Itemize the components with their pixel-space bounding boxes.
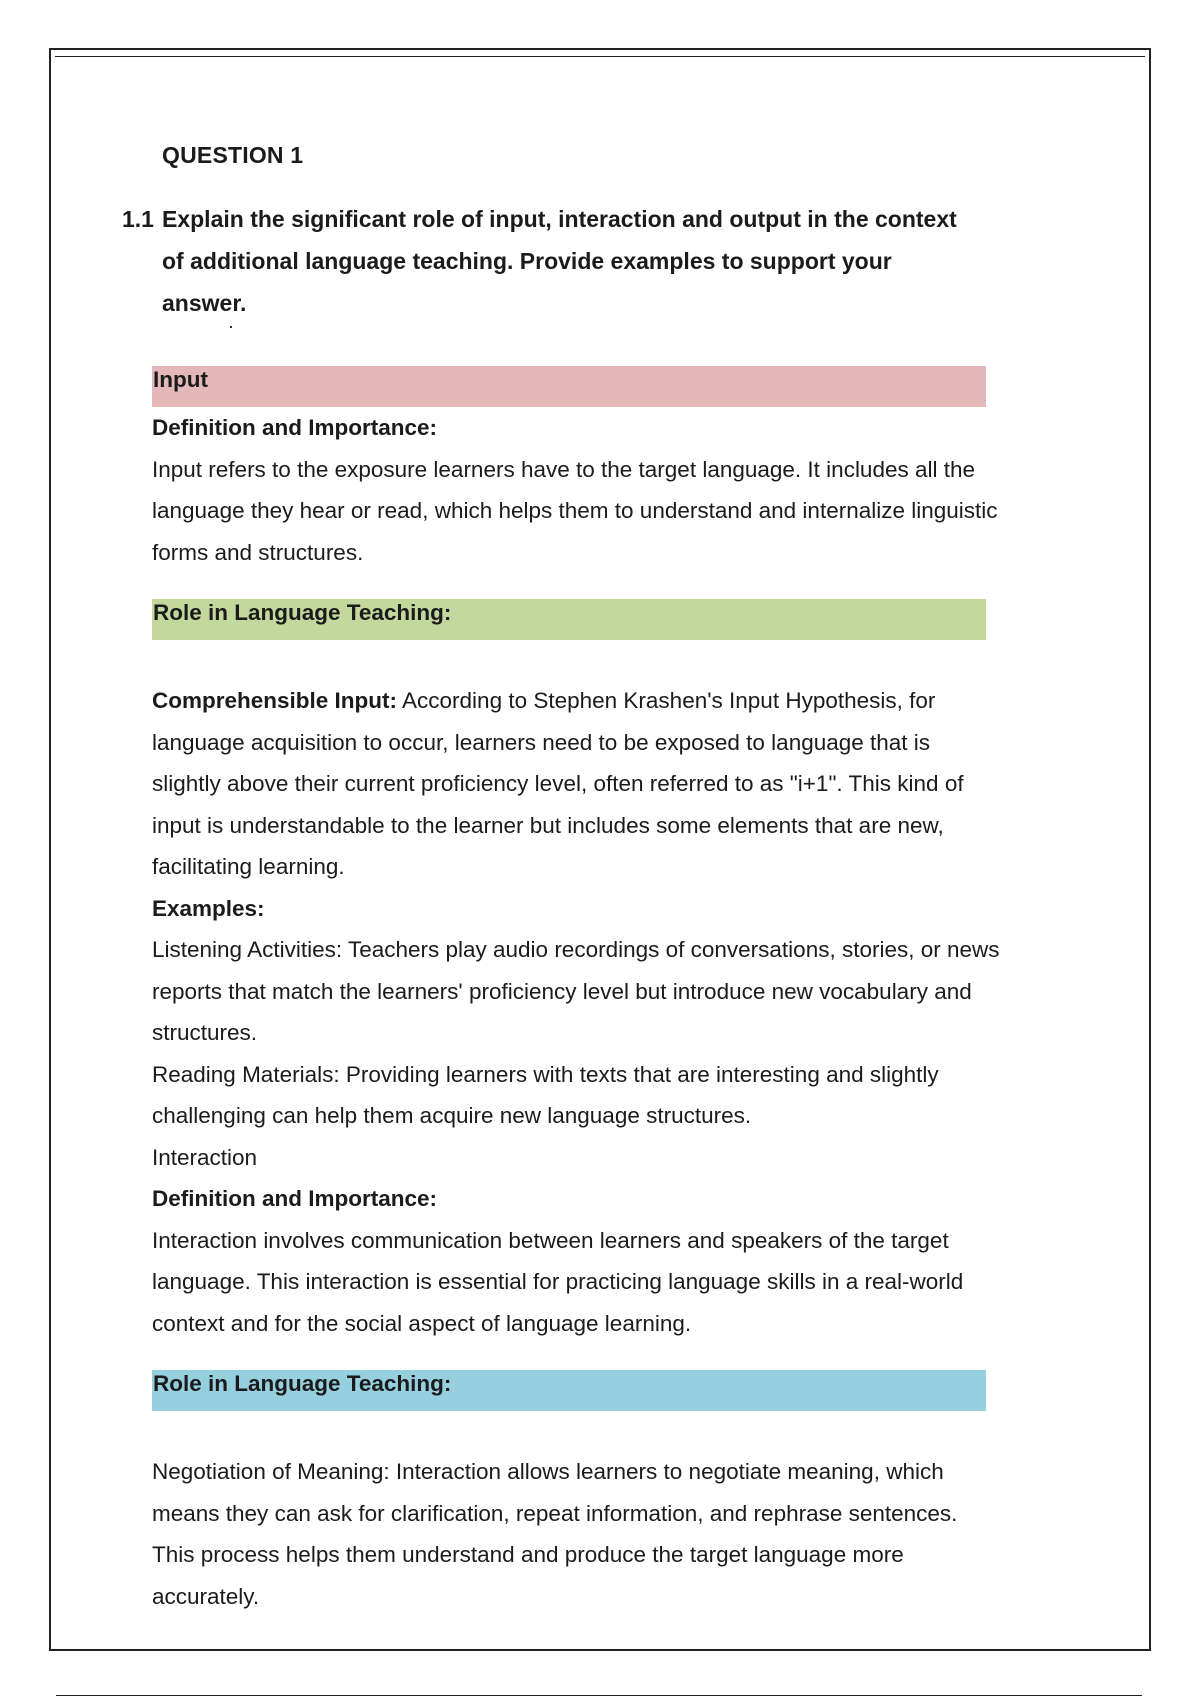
comprehensible-input-paragraph (152, 680, 1000, 888)
section-band-role-interaction: Role in Language Teaching: (152, 1370, 986, 1411)
question-number: 1.1 (122, 206, 154, 232)
definition-heading-input: Definition and Importance: (152, 415, 438, 440)
stray-mark (230, 326, 232, 328)
answer-body (152, 366, 1000, 1617)
comprehensible-input-text: According to Stephen Krashen's Input Hypothesis, for language acquisition to occur, learners need to be exposed to language that is slightly above their current proficiency level, often referred to as "i+1". This kind of input is understandable to the learner but includes some elements that are new, facilitating learning. (152, 688, 964, 879)
definition-heading-interaction: Definition and Importance: (152, 1186, 438, 1211)
interaction-label: Interaction (152, 1144, 258, 1170)
examples-heading: Examples: (152, 895, 265, 921)
interaction-definition-paragraph: Interaction involves communication between learners and speakers of the target language. This interaction is essential for practicing language skills in a real-world context and for the social aspect of language learning. (152, 1227, 964, 1336)
question-heading: QUESTION 1 (162, 142, 304, 168)
page-border-inner-line (55, 56, 1145, 57)
question-text: Explain the significant role of input, interaction and output in the context of additional language teaching. Provide examples to support your answer. (162, 206, 957, 316)
listening-activities-paragraph: Listening Activities: Teachers play audio recordings of conversations, stories, or news reports that match the learners' proficiency level but introduce new vocabulary and structures. (152, 937, 1000, 1045)
section-band-input: Input (152, 366, 986, 407)
input-definition-paragraph: Input refers to the exposure learners have to the target language. It includes all the language they hear or read, which helps them to understand and internalize linguistic forms and structures. (152, 456, 998, 565)
question-prompt (122, 198, 982, 324)
reading-materials-paragraph: Reading Materials: Providing learners with texts that are interesting and slightly challenging can help them acquire new language structures. (152, 1061, 939, 1128)
next-page-rule (56, 1695, 1142, 1696)
comprehensible-input-lead: Comprehensible Input: (152, 688, 398, 713)
negotiation-of-meaning-paragraph: Negotiation of Meaning: Interaction allows learners to negotiate meaning, which means they can ask for clarification, repeat information, and rephrase sentences. This process helps them understand and produce the target language more accurately. (152, 1459, 958, 1609)
section-band-role-input: Role in Language Teaching: (152, 599, 986, 640)
